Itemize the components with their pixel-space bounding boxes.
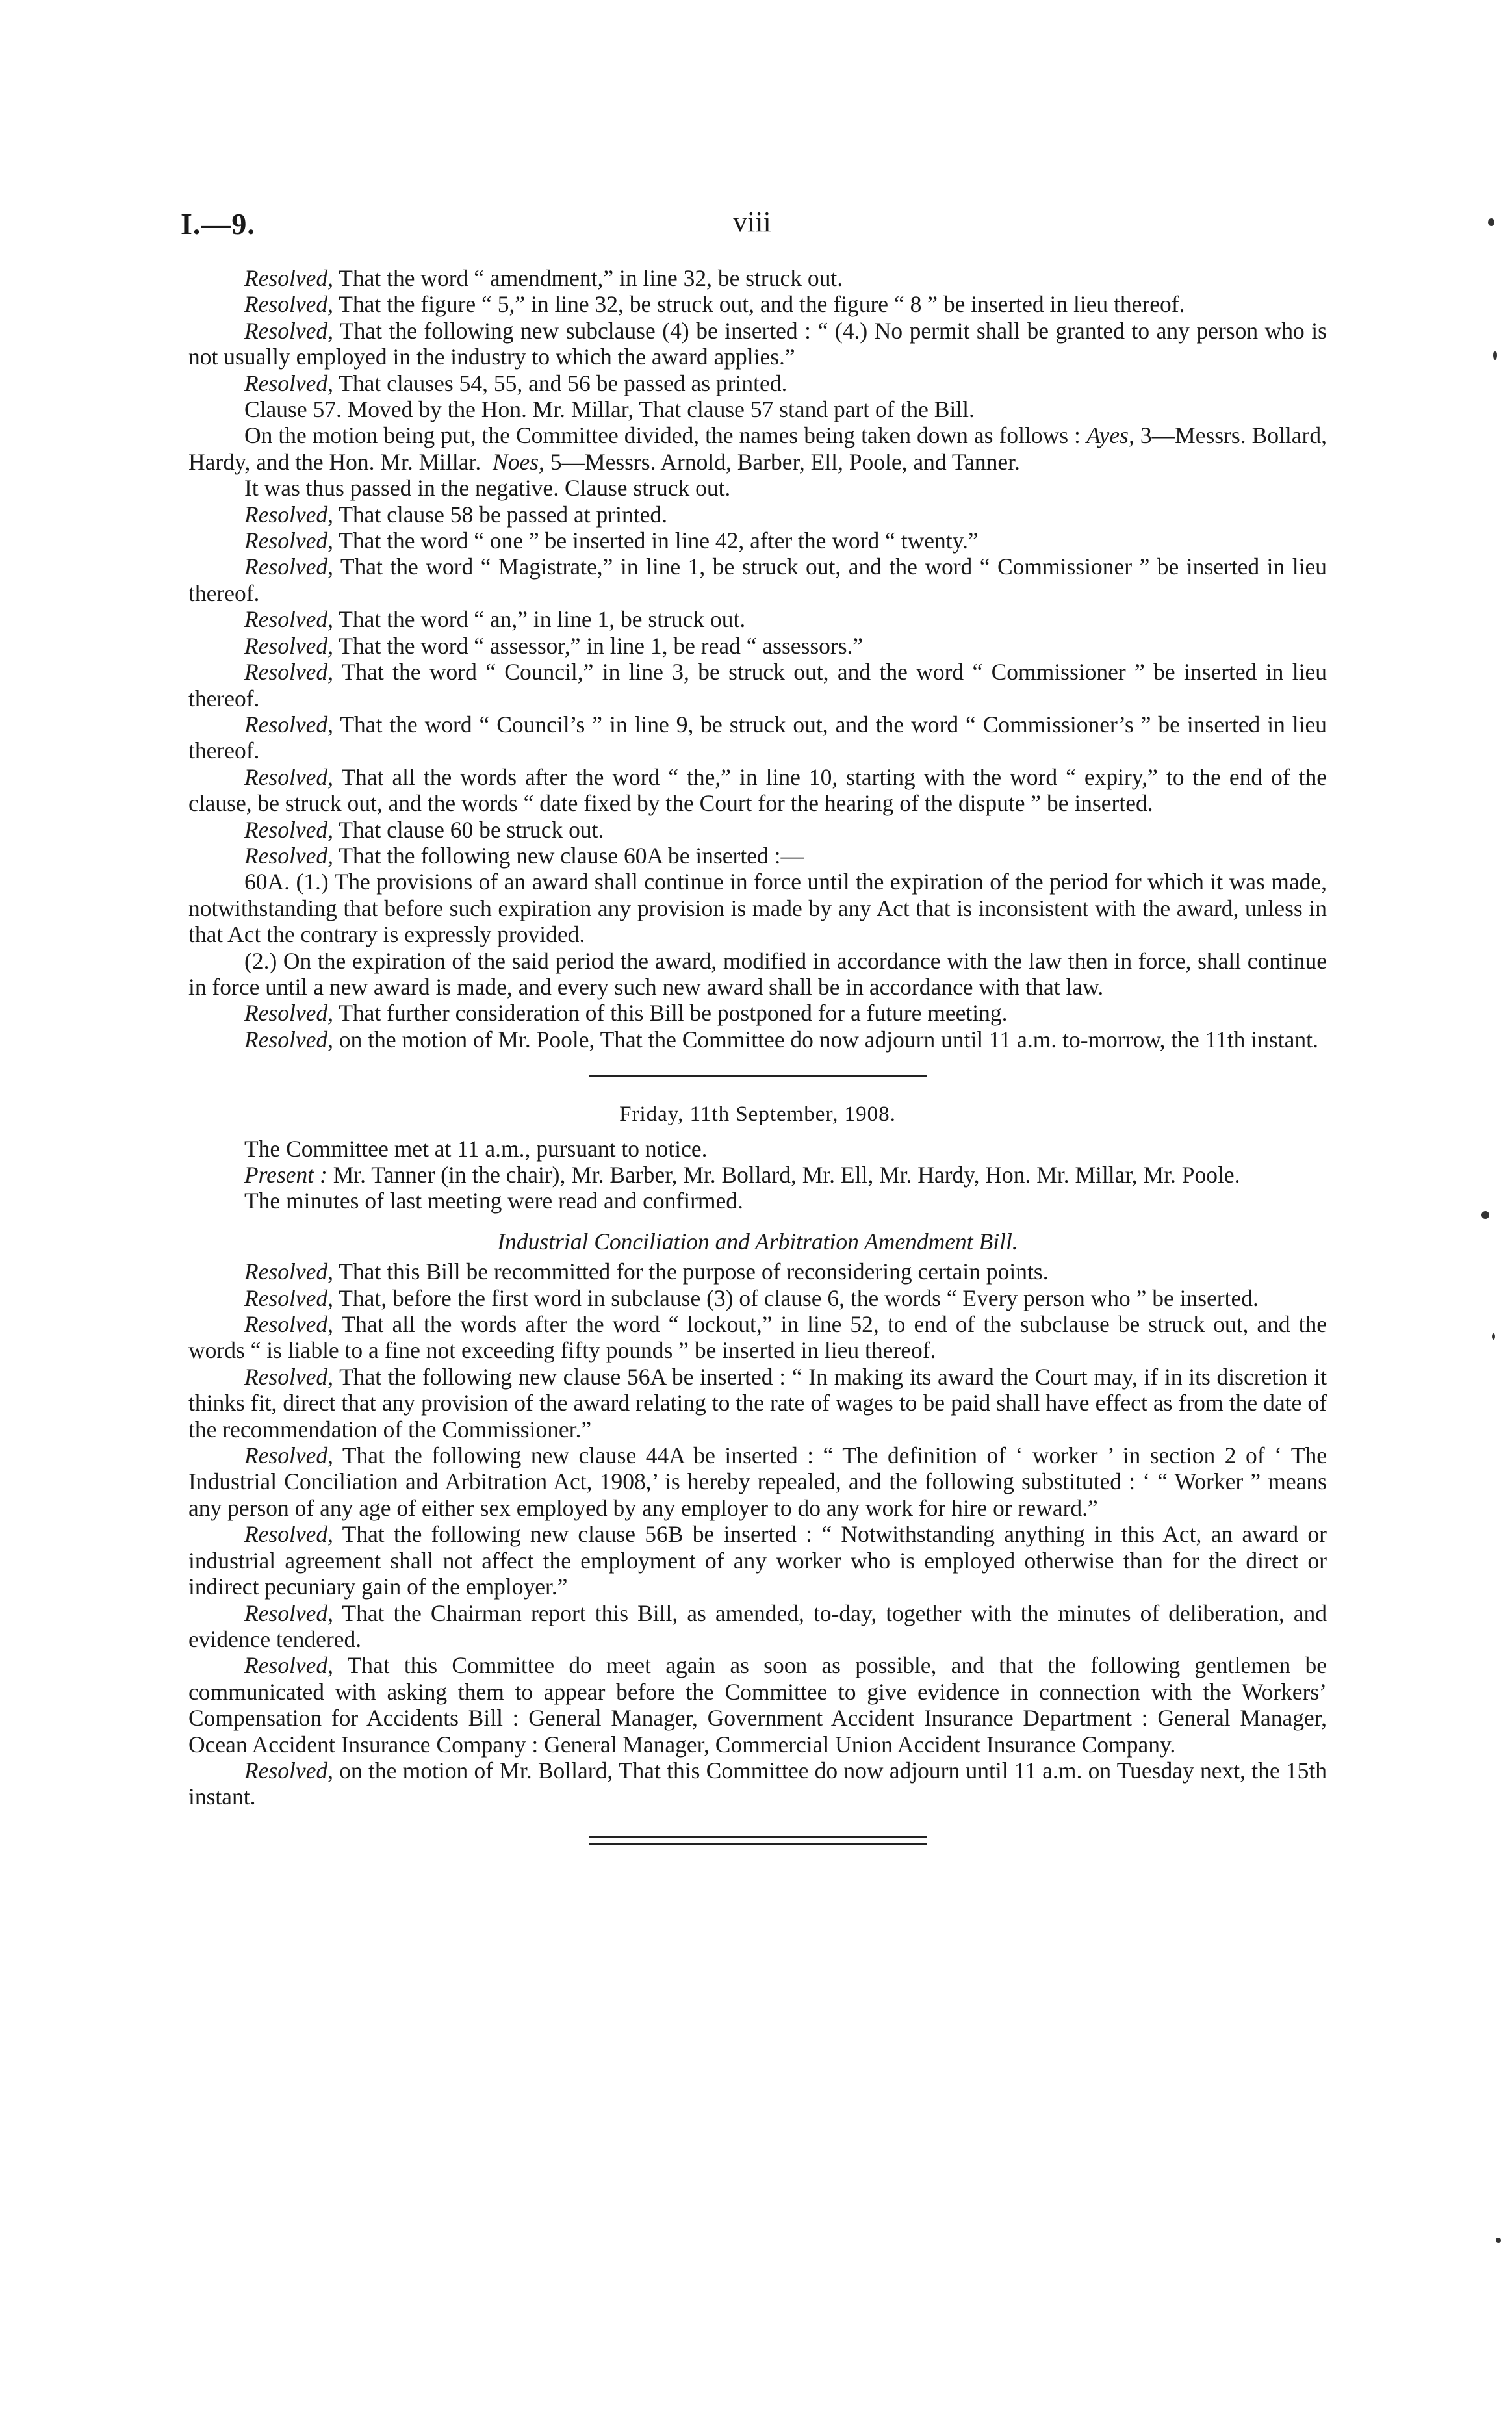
- resolution-lead: Resolved,: [244, 816, 334, 843]
- resolution-text: That the word “ assessor,” in line 1, be read “ assessors.”: [333, 632, 864, 659]
- noes-label: Noes,: [493, 448, 545, 475]
- resolution-lead: Resolved,: [244, 1652, 334, 1679]
- resolution-paragraph: [188, 1311, 1327, 1364]
- resolution-lead: Resolved,: [244, 659, 334, 685]
- resolution-lead: Resolved,: [244, 842, 334, 869]
- resolution-lead: Resolved,: [244, 528, 334, 554]
- motion-text: Clause 57. Moved by the Hon. Mr. Millar, That clause 57 stand part of the Bill.: [244, 396, 975, 423]
- resolution-lead: Resolved,: [244, 1521, 334, 1548]
- resolution-text: That clause 60 be struck out.: [333, 816, 604, 843]
- scan-speck: [1493, 351, 1497, 360]
- resolution-lead: Resolved,: [244, 1757, 334, 1784]
- resolution-paragraph: [188, 265, 1327, 291]
- minutes-paragraph: [188, 1188, 1327, 1214]
- resolution-text: That all the words after the word “ lockout,” in line 52, to end of the subclause be struck out, and the words “ is liable to a fine not exceeding fifty pounds ” be inserted in lieu thereof.: [188, 1311, 1327, 1364]
- document-body: [188, 265, 1327, 1845]
- parliamentary-paper-reference: I.—9.: [181, 207, 255, 240]
- resolution-lead: Resolved,: [244, 554, 334, 580]
- resolution-lead: Resolved,: [244, 1285, 334, 1311]
- resolution-paragraph: [188, 1442, 1327, 1521]
- end-double-rule: [589, 1836, 927, 1845]
- resolution-text: That the word “ Council’s ” in line 9, be struck out, and the word “ Commissioner’s ” be inserted in lieu thereof.: [188, 711, 1327, 764]
- resolution-lead: Resolved,: [244, 1000, 334, 1027]
- meeting-paragraph: [188, 1136, 1327, 1162]
- resolution-paragraph: [188, 502, 1327, 528]
- resolution-lead: Resolved,: [244, 1259, 334, 1285]
- bill-heading: Industrial Conciliation and Arbitration Amendment Bill.: [497, 1228, 1018, 1255]
- division-paragraph: [188, 422, 1327, 475]
- resolution-paragraph: [188, 659, 1327, 711]
- resolution-lead: Resolved,: [244, 1311, 334, 1338]
- resolution-text: That the following new subclause (4) be inserted : “ (4.) No permit shall be granted to any person who is not usually employed in the industry to which the award applies.”: [188, 317, 1327, 370]
- section-continued-proceedings: [188, 265, 1327, 1053]
- scan-speck: [1481, 1211, 1489, 1219]
- clause-text: (2.) On the expiration of the said period the award, modified in accordance with the law then in force, shall continue in force until a new award is made, and every such new award shall be in accordance with that law.: [188, 947, 1327, 1000]
- resolution-text: That the word “ Magistrate,” in line 1, be struck out, and the word “ Commissioner ” be inserted in lieu thereof.: [188, 554, 1327, 606]
- resolution-paragraph: [188, 633, 1327, 659]
- resolution-lead: Resolved,: [244, 711, 334, 737]
- resolution-text: That all the words after the word “ the,” in line 10, starting with the word “ expiry,” to the end of the clause, be struck out, and the words “ date fixed by the Court for the hearing of the dispute ” be inserted.: [188, 763, 1327, 817]
- resolution-text: That the following new clause 44A be inserted : “ The definition of ‘ worker ’ in section 2 of ‘ The Industrial Conciliation and Arbitration Act, 1908,’ is hereby repealed, and the following substituted : ‘ “ Worker ” means any person of any age of either sex employed by any employer to do any work for hire or reward.”: [188, 1442, 1327, 1521]
- resolution-lead: Resolved,: [244, 1363, 334, 1390]
- resolution-text: That the Chairman report this Bill, as amended, to-day, together with the minutes of deliberation, and evidence tendered.: [188, 1600, 1327, 1652]
- result-text: It was thus passed in the negative. Clause struck out.: [244, 475, 731, 502]
- resolution-lead: Resolved,: [244, 291, 334, 318]
- resolution-text: That, before the first word in subclause (3) of clause 6, the words “ Every person who ” be inserted.: [333, 1285, 1259, 1311]
- resolution-text: That the figure “ 5,” in line 32, be struck out, and the figure “ 8 ” be inserted in lieu thereof.: [333, 291, 1185, 318]
- resolution-paragraph: [188, 1364, 1327, 1442]
- minutes-text: The minutes of last meeting were read and confirmed.: [244, 1188, 743, 1214]
- resolution-paragraph: [188, 764, 1327, 817]
- resolution-paragraph: [188, 1285, 1327, 1311]
- noes-names: 5—Messrs. Arnold, Barber, Ell, Poole, and Tanner.: [544, 448, 1020, 475]
- section-divider: [589, 1075, 927, 1077]
- scan-speck: [1488, 218, 1494, 226]
- resolution-text: That clauses 54, 55, and 56 be passed as printed.: [333, 370, 788, 396]
- resolution-text: That the word “ an,” in line 1, be struck out.: [333, 606, 746, 633]
- resolution-text: That the word “ one ” be inserted in line 42, after the word “ twenty.”: [333, 528, 979, 554]
- resolution-paragraph: [188, 1600, 1327, 1653]
- section-meeting-friday: [188, 1101, 1327, 1810]
- resolution-text: That this Committee do meet again as soon as possible, and that the following gentlemen be communicated with asking them to appear before the Committee to give evidence in connection with the Workers’ Compensation for Accidents Bill : General Manager, Government Accident Insurance Department : General Manager, Ocean Accident Insurance Company : General Manager, Commercial Union Accident Insurance Company.: [188, 1652, 1327, 1758]
- resolution-lead: Resolved,: [244, 632, 334, 659]
- resolution-paragraph: [188, 1259, 1327, 1285]
- result-paragraph: [188, 475, 1327, 501]
- resolution-lead: Resolved,: [244, 1026, 334, 1053]
- resolution-paragraph: [188, 843, 1327, 869]
- resolution-text: That further consideration of this Bill be postponed for a future meeting.: [333, 1000, 1008, 1027]
- resolution-paragraph: [188, 817, 1327, 843]
- resolution-text: on the motion of Mr. Poole, That the Committee do now adjourn until 11 a.m. to-morrow, the 11th instant.: [333, 1026, 1318, 1053]
- resolution-text: That the following new clause 56A be inserted : “ In making its award the Court may, if in its discretion it thinks fit, direct that any provision of the award relating to the rate of wages to be paid shall have effect as from the date of the recommendation of the Commissioner.”: [188, 1363, 1327, 1442]
- resolution-paragraph: [188, 528, 1327, 554]
- resolution-text: That the following new clause 56B be inserted : “ Notwithstanding anything in this Act, an award or industrial agreement shall not affect the employment of any worker who is employed otherwise than for the direct or indirect pecuniary gain of the employer.”: [188, 1521, 1327, 1600]
- resolution-paragraph: [188, 370, 1327, 396]
- meeting-text: The Committee met at 11 a.m., pursuant to notice.: [244, 1135, 708, 1162]
- page-number: viii: [733, 206, 771, 238]
- resolution-lead: Resolved,: [244, 763, 334, 790]
- clause-text-paragraph: [188, 869, 1327, 947]
- motion-paragraph: [188, 396, 1327, 422]
- resolution-paragraph: [188, 318, 1327, 370]
- resolution-text: That the word “ Council,” in line 3, be struck out, and the word “ Commissioner ” be inserted in lieu thereof.: [188, 659, 1327, 711]
- resolution-lead: Resolved,: [244, 317, 334, 344]
- resolution-lead: Resolved,: [244, 606, 334, 633]
- resolution-paragraph: [188, 606, 1327, 632]
- resolution-paragraph: [188, 554, 1327, 606]
- present-members: Mr. Tanner (in the chair), Mr. Barber, Mr. Bollard, Mr. Ell, Mr. Hardy, Hon. Mr. Millar, Mr. Poole.: [327, 1162, 1240, 1188]
- present-paragraph: [188, 1162, 1327, 1188]
- resolution-paragraph: [188, 291, 1327, 317]
- resolution-paragraph: [188, 1000, 1327, 1026]
- resolution-lead: Resolved,: [244, 501, 334, 528]
- resolution-lead: Resolved,: [244, 370, 334, 396]
- resolution-text: That the word “ amendment,” in line 32, be struck out.: [333, 265, 843, 291]
- resolution-text: That this Bill be recommitted for the purpose of reconsidering certain points.: [333, 1259, 1049, 1285]
- resolution-paragraph: [188, 1027, 1327, 1053]
- resolution-lead: Resolved,: [244, 1442, 334, 1469]
- ayes-label: Ayes,: [1086, 422, 1134, 449]
- scan-speck: [1496, 2238, 1501, 2243]
- ayes-names: 3—Messrs. Bollard, Hardy, and the Hon. Mr. Millar.: [188, 422, 1327, 475]
- resolution-paragraph: [188, 1758, 1327, 1810]
- resolution-lead: Resolved,: [244, 1600, 334, 1626]
- resolution-paragraph: [188, 1652, 1327, 1758]
- meeting-date-heading: Friday, 11th September, 1908.: [619, 1103, 896, 1127]
- resolution-text: That clause 58 be passed at printed.: [333, 501, 667, 528]
- resolution-lead: Resolved,: [244, 265, 334, 291]
- division-intro: On the motion being put, the Committee divided, the names being taken down as follows :: [244, 422, 1081, 449]
- resolution-text: That the following new clause 60A be inserted :—: [333, 842, 804, 869]
- clause-text: 60A. (1.) The provisions of an award shall continue in force until the expiration of the period for which it was made, notwithstanding that before such expiration any provision is made by any Act that is inconsistent with the award, unless in that Act the contrary is expressly provided.: [188, 869, 1327, 948]
- clause-text-paragraph: [188, 948, 1327, 1001]
- resolution-paragraph: [188, 711, 1327, 764]
- present-label: Present :: [244, 1162, 327, 1188]
- resolution-paragraph: [188, 1521, 1327, 1600]
- resolution-text: on the motion of Mr. Bollard, That this Committee do now adjourn until 11 a.m. on Tuesday next, the 15th instant.: [188, 1757, 1327, 1810]
- scan-speck: [1492, 1333, 1495, 1340]
